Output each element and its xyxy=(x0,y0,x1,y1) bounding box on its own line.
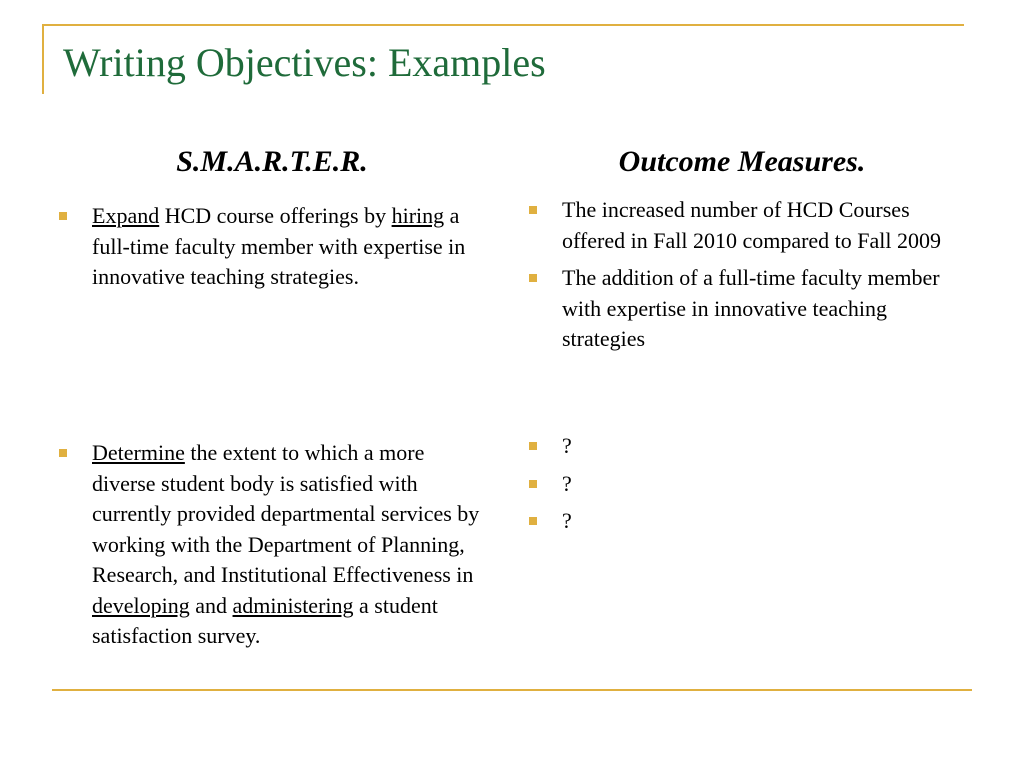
outcome-measure-item xyxy=(524,195,964,256)
smarter-heading: S.M.A.R.T.E.R. xyxy=(176,145,368,178)
top-rule xyxy=(42,24,964,26)
smarter-objective-list-2 xyxy=(54,438,484,659)
square-bullet-icon xyxy=(529,206,537,214)
slide-title: Writing Objectives: Examples xyxy=(63,40,546,85)
action-verb: administering xyxy=(232,592,354,618)
text-segment: the extent to which a more diverse student body is satisfied with currently provided departmental services by working with the Department of Planning, Research, and Institutional Effectiveness in xyxy=(92,440,480,587)
smarter-objective-list-1 xyxy=(54,201,484,300)
square-bullet-icon xyxy=(59,449,67,457)
square-bullet-icon xyxy=(59,212,67,220)
square-bullet-icon xyxy=(529,274,537,282)
action-verb: Determine xyxy=(92,440,185,465)
outcome-text: ? xyxy=(562,508,572,533)
text-segment: and xyxy=(189,592,233,618)
bottom-rule xyxy=(52,689,972,691)
outcome-text: The addition of a full-time faculty member with expertise in innovative teaching strategies xyxy=(562,265,940,351)
text-segment: a student satisfaction survey. xyxy=(92,592,438,648)
objective-text xyxy=(92,203,465,289)
outcome-text: The increased number of HCD Courses offered in Fall 2010 compared to Fall 2009 xyxy=(562,197,942,253)
outcome-measure-item xyxy=(524,263,964,355)
outcome-text: ? xyxy=(562,470,572,496)
left-rule xyxy=(42,24,44,94)
action-verb: hiring xyxy=(391,203,445,228)
outcome-measure-list-2 xyxy=(524,431,964,544)
outcome-measure-item xyxy=(524,469,964,500)
text-segment: a full-time faculty member with expertise in innovative teaching strategies. xyxy=(92,203,466,289)
square-bullet-icon xyxy=(529,442,537,450)
smarter-objective-item xyxy=(54,438,484,652)
square-bullet-icon xyxy=(529,517,537,525)
text-segment: HCD course offerings by xyxy=(159,203,392,228)
objective-text xyxy=(92,440,479,648)
outcome-measure-item xyxy=(524,506,964,537)
outcome-text: ? xyxy=(562,433,572,458)
smarter-objective-item xyxy=(54,201,484,293)
action-verb: Expand xyxy=(92,203,160,228)
outcome-measure-list-1 xyxy=(524,195,964,362)
outcome-measure-item xyxy=(524,431,964,462)
action-verb: developing xyxy=(92,592,190,618)
outcome-measures-heading: Outcome Measures. xyxy=(618,145,866,178)
square-bullet-icon xyxy=(529,480,537,488)
